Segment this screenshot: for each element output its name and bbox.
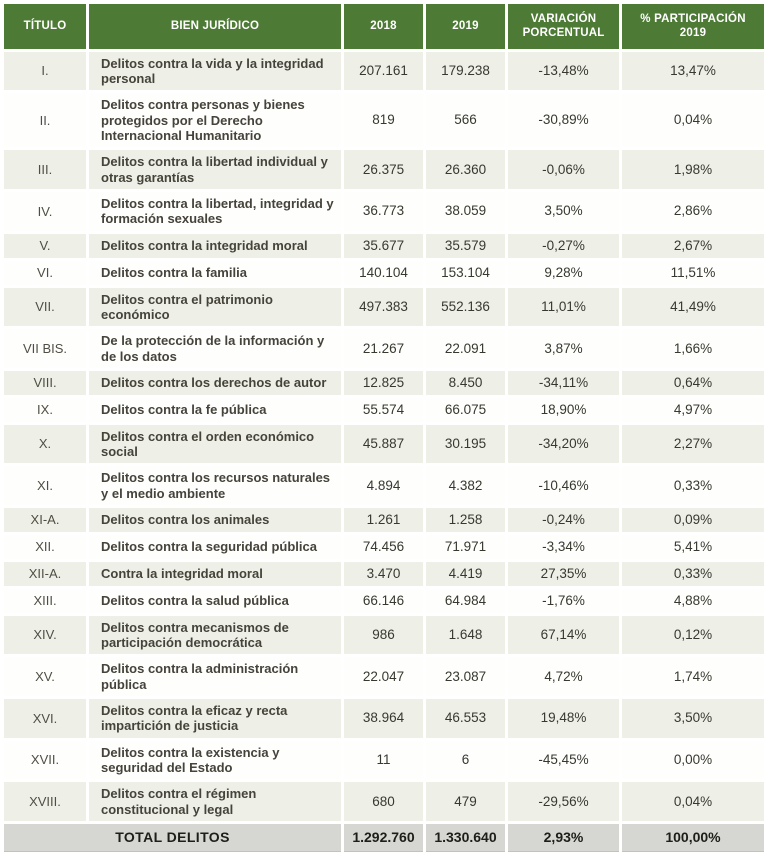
variacion-cell: -45,45% xyxy=(508,741,619,780)
value-2018-cell: 22.047 xyxy=(344,657,423,696)
table-row xyxy=(4,192,764,231)
participacion-cell: 0,00% xyxy=(622,741,764,780)
participacion-cell: 5,41% xyxy=(622,535,764,559)
value-2018-cell: 12.825 xyxy=(344,371,423,395)
bien-juridico-cell: Delitos contra la vida y la integridad personal xyxy=(89,52,341,91)
value-2019-cell: 66.075 xyxy=(426,398,505,422)
crime-statistics-table xyxy=(1,1,767,855)
header-variacion-porcentual: VARIACIÓN PORCENTUAL xyxy=(508,4,619,49)
table-row xyxy=(4,562,764,586)
table-row xyxy=(4,589,764,613)
titulo-cell: XII-A. xyxy=(4,562,86,586)
header-row xyxy=(4,4,764,49)
bien-juridico-cell: Contra la integridad moral xyxy=(89,562,341,586)
table-header xyxy=(4,4,764,49)
titulo-cell: V. xyxy=(4,234,86,258)
value-2019-cell: 26.360 xyxy=(426,150,505,189)
participacion-cell: 1,98% xyxy=(622,150,764,189)
value-2019-cell: 4.382 xyxy=(426,466,505,505)
bien-juridico-cell: Delitos contra el patrimonio económico xyxy=(89,288,341,327)
value-2019-cell: 64.984 xyxy=(426,589,505,613)
bien-juridico-cell: Delitos contra personas y bienes protegidos por el Derecho Internacional Humanitario xyxy=(89,93,341,147)
value-2019-cell: 1.648 xyxy=(426,616,505,655)
total-row xyxy=(4,824,764,852)
bien-juridico-cell: Delitos contra la existencia y seguridad del Estado xyxy=(89,741,341,780)
variacion-cell: -10,46% xyxy=(508,466,619,505)
value-2019-cell: 8.450 xyxy=(426,371,505,395)
value-2018-cell: 26.375 xyxy=(344,150,423,189)
header-bien-juridico: BIEN JURÍDICO xyxy=(89,4,341,49)
variacion-cell: -13,48% xyxy=(508,52,619,91)
table-body xyxy=(4,52,764,852)
bien-juridico-cell: Delitos contra el orden económico social xyxy=(89,425,341,464)
participacion-cell: 4,88% xyxy=(622,589,764,613)
titulo-cell: VII BIS. xyxy=(4,329,86,368)
value-2018-cell: 55.574 xyxy=(344,398,423,422)
value-2019-cell: 71.971 xyxy=(426,535,505,559)
titulo-cell: II. xyxy=(4,93,86,147)
titulo-cell: XV. xyxy=(4,657,86,696)
participacion-cell: 0,33% xyxy=(622,562,764,586)
variacion-cell: -3,34% xyxy=(508,535,619,559)
table-row xyxy=(4,234,764,258)
value-2019-cell: 153.104 xyxy=(426,261,505,285)
value-2018-cell: 207.161 xyxy=(344,52,423,91)
variacion-cell: 9,28% xyxy=(508,261,619,285)
total-2019-cell: 1.330.640 xyxy=(426,824,505,852)
variacion-cell: 11,01% xyxy=(508,288,619,327)
variacion-cell: 27,35% xyxy=(508,562,619,586)
value-2018-cell: 819 xyxy=(344,93,423,147)
variacion-cell: 19,48% xyxy=(508,699,619,738)
table-row xyxy=(4,741,764,780)
value-2019-cell: 46.553 xyxy=(426,699,505,738)
participacion-cell: 2,86% xyxy=(622,192,764,231)
value-2019-cell: 552.136 xyxy=(426,288,505,327)
bien-juridico-cell: Delitos contra la eficaz y recta impartición de justicia xyxy=(89,699,341,738)
value-2018-cell: 11 xyxy=(344,741,423,780)
header-participacion-2019: % PARTICIPACIÓN 2019 xyxy=(622,4,764,49)
table-row xyxy=(4,93,764,147)
titulo-cell: VI. xyxy=(4,261,86,285)
header-titulo: TÍTULO xyxy=(4,4,86,49)
titulo-cell: III. xyxy=(4,150,86,189)
value-2018-cell: 74.456 xyxy=(344,535,423,559)
value-2019-cell: 30.195 xyxy=(426,425,505,464)
table-row xyxy=(4,52,764,91)
participacion-cell: 11,51% xyxy=(622,261,764,285)
value-2018-cell: 140.104 xyxy=(344,261,423,285)
participacion-cell: 0,12% xyxy=(622,616,764,655)
value-2019-cell: 479 xyxy=(426,782,505,821)
value-2018-cell: 986 xyxy=(344,616,423,655)
bien-juridico-cell: Delitos contra la seguridad pública xyxy=(89,535,341,559)
participacion-cell: 4,97% xyxy=(622,398,764,422)
value-2018-cell: 45.887 xyxy=(344,425,423,464)
value-2019-cell: 22.091 xyxy=(426,329,505,368)
value-2019-cell: 566 xyxy=(426,93,505,147)
value-2018-cell: 38.964 xyxy=(344,699,423,738)
bien-juridico-cell: Delitos contra los animales xyxy=(89,508,341,532)
value-2018-cell: 21.267 xyxy=(344,329,423,368)
header-2018: 2018 xyxy=(344,4,423,49)
variacion-cell: -0,24% xyxy=(508,508,619,532)
titulo-cell: XIV. xyxy=(4,616,86,655)
bien-juridico-cell: Delitos contra la libertad individual y otras garantías xyxy=(89,150,341,189)
value-2019-cell: 6 xyxy=(426,741,505,780)
value-2018-cell: 497.383 xyxy=(344,288,423,327)
titulo-cell: X. xyxy=(4,425,86,464)
variacion-cell: 18,90% xyxy=(508,398,619,422)
bien-juridico-cell: Delitos contra el régimen constitucional y legal xyxy=(89,782,341,821)
table-row xyxy=(4,699,764,738)
table-row xyxy=(4,371,764,395)
table-row xyxy=(4,535,764,559)
participacion-cell: 1,66% xyxy=(622,329,764,368)
participacion-cell: 1,74% xyxy=(622,657,764,696)
participacion-cell: 2,27% xyxy=(622,425,764,464)
titulo-cell: IV. xyxy=(4,192,86,231)
value-2018-cell: 35.677 xyxy=(344,234,423,258)
participacion-cell: 41,49% xyxy=(622,288,764,327)
value-2018-cell: 680 xyxy=(344,782,423,821)
value-2019-cell: 1.258 xyxy=(426,508,505,532)
table-row xyxy=(4,657,764,696)
table-row xyxy=(4,288,764,327)
total-variacion-cell: 2,93% xyxy=(508,824,619,852)
total-label-cell: TOTAL DELITOS xyxy=(4,824,341,852)
table-row xyxy=(4,616,764,655)
variacion-cell: -1,76% xyxy=(508,589,619,613)
titulo-cell: XVIII. xyxy=(4,782,86,821)
bien-juridico-cell: Delitos contra la administración pública xyxy=(89,657,341,696)
total-2018-cell: 1.292.760 xyxy=(344,824,423,852)
value-2018-cell: 1.261 xyxy=(344,508,423,532)
value-2019-cell: 4.419 xyxy=(426,562,505,586)
participacion-cell: 13,47% xyxy=(622,52,764,91)
titulo-cell: XVII. xyxy=(4,741,86,780)
variacion-cell: 4,72% xyxy=(508,657,619,696)
participacion-cell: 0,04% xyxy=(622,782,764,821)
variacion-cell: -0,06% xyxy=(508,150,619,189)
table-row xyxy=(4,150,764,189)
titulo-cell: XVI. xyxy=(4,699,86,738)
titulo-cell: XI-A. xyxy=(4,508,86,532)
bien-juridico-cell: Delitos contra los derechos de autor xyxy=(89,371,341,395)
titulo-cell: VIII. xyxy=(4,371,86,395)
header-2019: 2019 xyxy=(426,4,505,49)
participacion-cell: 0,04% xyxy=(622,93,764,147)
titulo-cell: VII. xyxy=(4,288,86,327)
variacion-cell: -30,89% xyxy=(508,93,619,147)
table-row xyxy=(4,466,764,505)
titulo-cell: I. xyxy=(4,52,86,91)
bien-juridico-cell: Delitos contra la integridad moral xyxy=(89,234,341,258)
variacion-cell: -0,27% xyxy=(508,234,619,258)
table-row xyxy=(4,425,764,464)
titulo-cell: IX. xyxy=(4,398,86,422)
table-row xyxy=(4,508,764,532)
variacion-cell: 67,14% xyxy=(508,616,619,655)
value-2019-cell: 38.059 xyxy=(426,192,505,231)
bien-juridico-cell: Delitos contra la fe pública xyxy=(89,398,341,422)
value-2018-cell: 66.146 xyxy=(344,589,423,613)
titulo-cell: XI. xyxy=(4,466,86,505)
variacion-cell: -34,20% xyxy=(508,425,619,464)
variacion-cell: 3,50% xyxy=(508,192,619,231)
variacion-cell: -29,56% xyxy=(508,782,619,821)
participacion-cell: 0,09% xyxy=(622,508,764,532)
table-row xyxy=(4,782,764,821)
bien-juridico-cell: Delitos contra la salud pública xyxy=(89,589,341,613)
variacion-cell: 3,87% xyxy=(508,329,619,368)
value-2019-cell: 23.087 xyxy=(426,657,505,696)
value-2018-cell: 36.773 xyxy=(344,192,423,231)
participacion-cell: 3,50% xyxy=(622,699,764,738)
variacion-cell: -34,11% xyxy=(508,371,619,395)
bien-juridico-cell: Delitos contra la familia xyxy=(89,261,341,285)
participacion-cell: 0,64% xyxy=(622,371,764,395)
participacion-cell: 2,67% xyxy=(622,234,764,258)
table-row xyxy=(4,329,764,368)
total-participacion-cell: 100,00% xyxy=(622,824,764,852)
titulo-cell: XII. xyxy=(4,535,86,559)
bien-juridico-cell: De la protección de la información y de los datos xyxy=(89,329,341,368)
value-2018-cell: 4.894 xyxy=(344,466,423,505)
value-2018-cell: 3.470 xyxy=(344,562,423,586)
participacion-cell: 0,33% xyxy=(622,466,764,505)
bien-juridico-cell: Delitos contra los recursos naturales y el medio ambiente xyxy=(89,466,341,505)
value-2019-cell: 35.579 xyxy=(426,234,505,258)
table-row xyxy=(4,261,764,285)
table-row xyxy=(4,398,764,422)
bien-juridico-cell: Delitos contra mecanismos de participación democrática xyxy=(89,616,341,655)
bien-juridico-cell: Delitos contra la libertad, integridad y formación sexuales xyxy=(89,192,341,231)
value-2019-cell: 179.238 xyxy=(426,52,505,91)
titulo-cell: XIII. xyxy=(4,589,86,613)
